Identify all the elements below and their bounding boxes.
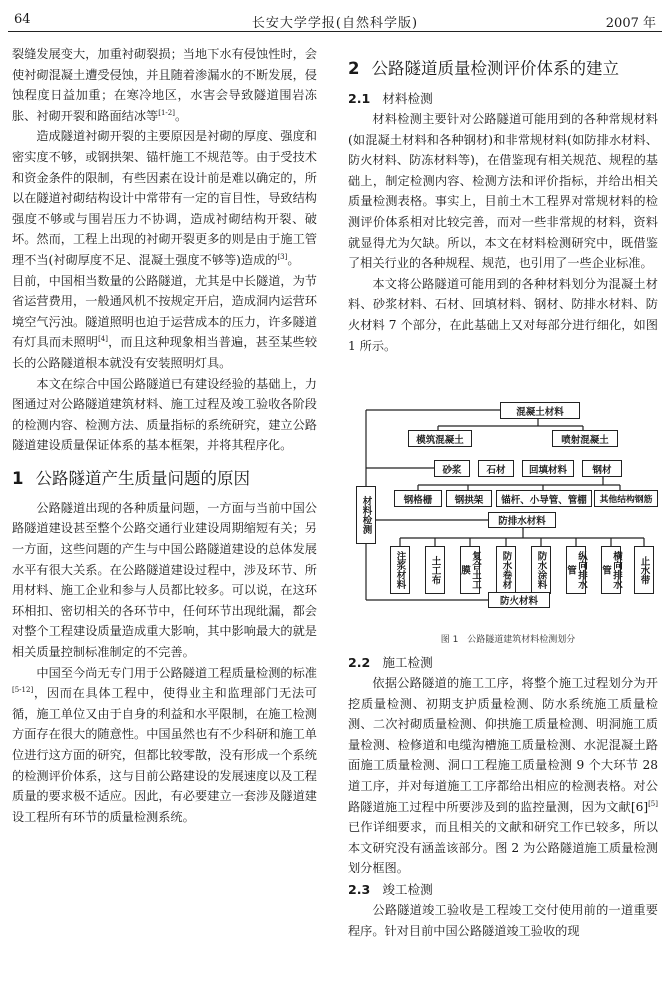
citation: [4] <box>98 335 108 344</box>
node-steel-arch: 钢拱架 <box>446 490 492 507</box>
node-grout: 注浆材料 <box>390 546 410 594</box>
paragraph: 本文在综合中国公路隧道已有建设经验的基础上，力图通过对公路隧道建筑材料、施工过程及竣工验收各阶段的检测内容、检测方法、质量指标的系统研究，建立公路隧道建设质量保证体系的基本框架，并将其程序化。 <box>12 376 317 453</box>
node-waterstop: 止水带 <box>634 546 654 594</box>
paragraph: 公路隧道竣工验收是工程竣工交付使用前的一道重要程序。针对目前中国公路隧道竣工验收的现 <box>348 902 658 938</box>
node-mortar: 砂浆 <box>434 460 470 477</box>
right-column-lower <box>348 652 658 941</box>
citation: [5] <box>648 799 658 808</box>
publication-year: 2007 年 <box>605 16 656 31</box>
paragraph: 依据公路隧道的施工工序，将整个施工过程划分为开挖质量检测、初期支护质量检测、防水系统施工质量检测、二次衬砌质量检测、仰拱施工质量检测、明洞施工质量检测、检修道和电缆沟槽施工质量检测、水泥混凝土路面施工质量检测、洞口工程施工质量检测 9 个大环节 28 道工序，并对每道施工工序都给出相应的检测表格。对公路隧道施工过程中所要涉及到的监控量测，因为文献[6][5]已作详细要求，而且相关的文献和研究工作已较多，所以本文研究没有涵盖该部分。图 2 为公路隧道施工质量检测划分框图。 <box>348 676 658 876</box>
subsection-heading: 2.2 施工检测 <box>348 655 433 670</box>
paragraph: 中国至今尚无专门用于公路隧道工程质量检测的标准[5-12]，因而在具体工程中，使得业主和监理部门无法可循，施工单位又由于自身的利益和水平限制，在施工检测方面存在很大的随意性。中国虽然也有不少科研和施工单位进行这方面的研究，但都比较零散，没有形成一个系统的检测评价体系，这与目前公路建设的发展速度以及工程质量的要求极不适应。因此，有必要建立一套涉及隧道建设工程所有环节的质量检测系统。 <box>12 665 317 824</box>
node-other-rebar: 其他结构钢筋 <box>594 490 658 507</box>
section-heading: 1 公路隧道产生质量问题的原因 <box>12 468 250 488</box>
node-long-drain: 纵向排水管 <box>566 546 586 594</box>
node-material-testing: 材料检测 <box>356 486 376 544</box>
node-geomembrane: 复合土工膜 <box>460 546 480 594</box>
node-steel-grid: 钢格栅 <box>394 490 442 507</box>
citation: [1-2] <box>158 108 175 117</box>
node-concrete: 混凝土材料 <box>500 402 580 419</box>
journal-title: 长安大学学报(自然科学版) <box>251 16 419 31</box>
node-cast-concrete: 模筑混凝土 <box>408 430 472 447</box>
citation: [6] <box>630 799 649 814</box>
left-column <box>12 44 317 827</box>
page-header <box>8 6 662 30</box>
paragraph: 材料检测主要针对公路隧道可能用到的各种常规材料(如混凝土材料和各种钢材)和非常规材料(如防排水材料、防火材料、防冻材料等)，在借鉴现有相关规范、规程的基础上，制定检测内容、检测方法和评价指标，并给出相关质量检测表格。事实上，目前土木工程界对常规材料的检测评价体系相对比较完善，而对一些非常规的材料，资料就显得尤为欠缺。所以，本文在材料检测研究中，既借鉴了相关行业的各种规程、规范，也引用了一些企业标准。 <box>348 112 658 271</box>
node-cross-drain: 横向排水管 <box>601 546 621 594</box>
node-shotcrete: 喷射混凝土 <box>552 430 618 447</box>
citation: [5-12] <box>12 686 34 695</box>
node-waterproof: 防排水材料 <box>488 512 556 528</box>
node-anchor-pipe: 锚杆、小导管、管棚 <box>496 490 592 507</box>
paragraph: 裂缝发展变大，加重衬砌裂损；当地下水有侵蚀性时，会使衬砌混凝土遭受侵蚀，并且随着渗漏水的不断发展，侵蚀程度日益加重；在寒冷地区，水害会导致隧道围岩冻胀、衬砌开裂和路面结冰等[1-2]。 <box>12 47 317 123</box>
section-heading: 2 公路隧道质量检测评价体系的建立 <box>348 59 619 78</box>
paragraph: 目前，中国相当数量的公路隧道，尤其是中长隧道，为节省运营费用，一般通风机不按规定开启，造成洞内运营环境空气污浊。隧道照明也迫于运营成本的压力，许多隧道有灯具而未照明[4]，而且这种现象相当普遍，甚至某些较长的公路隧道根本就没有安装照明灯具。 <box>12 273 318 370</box>
node-membrane: 防水卷材 <box>496 546 516 594</box>
node-fireproof: 防火材料 <box>488 592 550 608</box>
right-column <box>348 44 658 356</box>
subsection-heading: 2.3 竣工检测 <box>348 881 433 897</box>
node-geotextile: 土工布 <box>425 546 445 594</box>
paragraph: 造成隧道衬砌开裂的主要原因是衬砌的厚度、强度和密实度不够，或钢拱架、锚杆施工不规范等。由于受技术和资金条件的限制，有些因素在设计前是难以确定的，所以在隧道衬砌结构设计中常带有一定的盲目性，导致结构强度不够或与围岩压力不协调，造成衬砌结构开裂、破坏。然而，工程上出现的衬砌开裂更多的则是由于施工管理不当(衬砌厚度不足、混凝土强度不够等)造成的[3]。 <box>12 129 317 267</box>
page-number: 64 <box>14 12 31 27</box>
paragraph: 本文将公路隧道可能用到的各种材料划分为混凝土材料、砂浆材料、石材、回填材料、钢材、防排水材料、防火材料 7 个部分，在此基础上又对每部分进行细化，如图 1 所示。 <box>348 276 658 353</box>
subsection-heading: 2.1 材料检测 <box>348 91 433 106</box>
figure-caption: 图 1 公路隧道建筑材料检测划分 <box>440 635 576 645</box>
node-coating: 防水涂料 <box>531 546 551 594</box>
node-stone: 石材 <box>478 460 514 477</box>
node-backfill: 回填材料 <box>522 460 574 477</box>
node-steel: 钢材 <box>582 460 622 477</box>
citation: [3] <box>277 252 288 261</box>
figure-material-testing-diagram <box>358 390 658 618</box>
header-rule <box>8 31 662 32</box>
paragraph: 公路隧道出现的各种质量问题，一方面与当前中国公路隧道建设甚至整个公路交通行业建设周期缩短有关；另一方面，这些问题的产生与中国公路隧道建设的总体发展水平有很大关系。在公路隧道建设过程中，涉及环节、所用材料、施工企业和参与人员都比较多。可以说，在这环环相扣、密切相关的各环节中，任何环节出现纰漏，都会对整个工程建设质量造成重大影响，其中影响最大的就是相关质量控制标准制定的不完善。 <box>12 500 317 660</box>
